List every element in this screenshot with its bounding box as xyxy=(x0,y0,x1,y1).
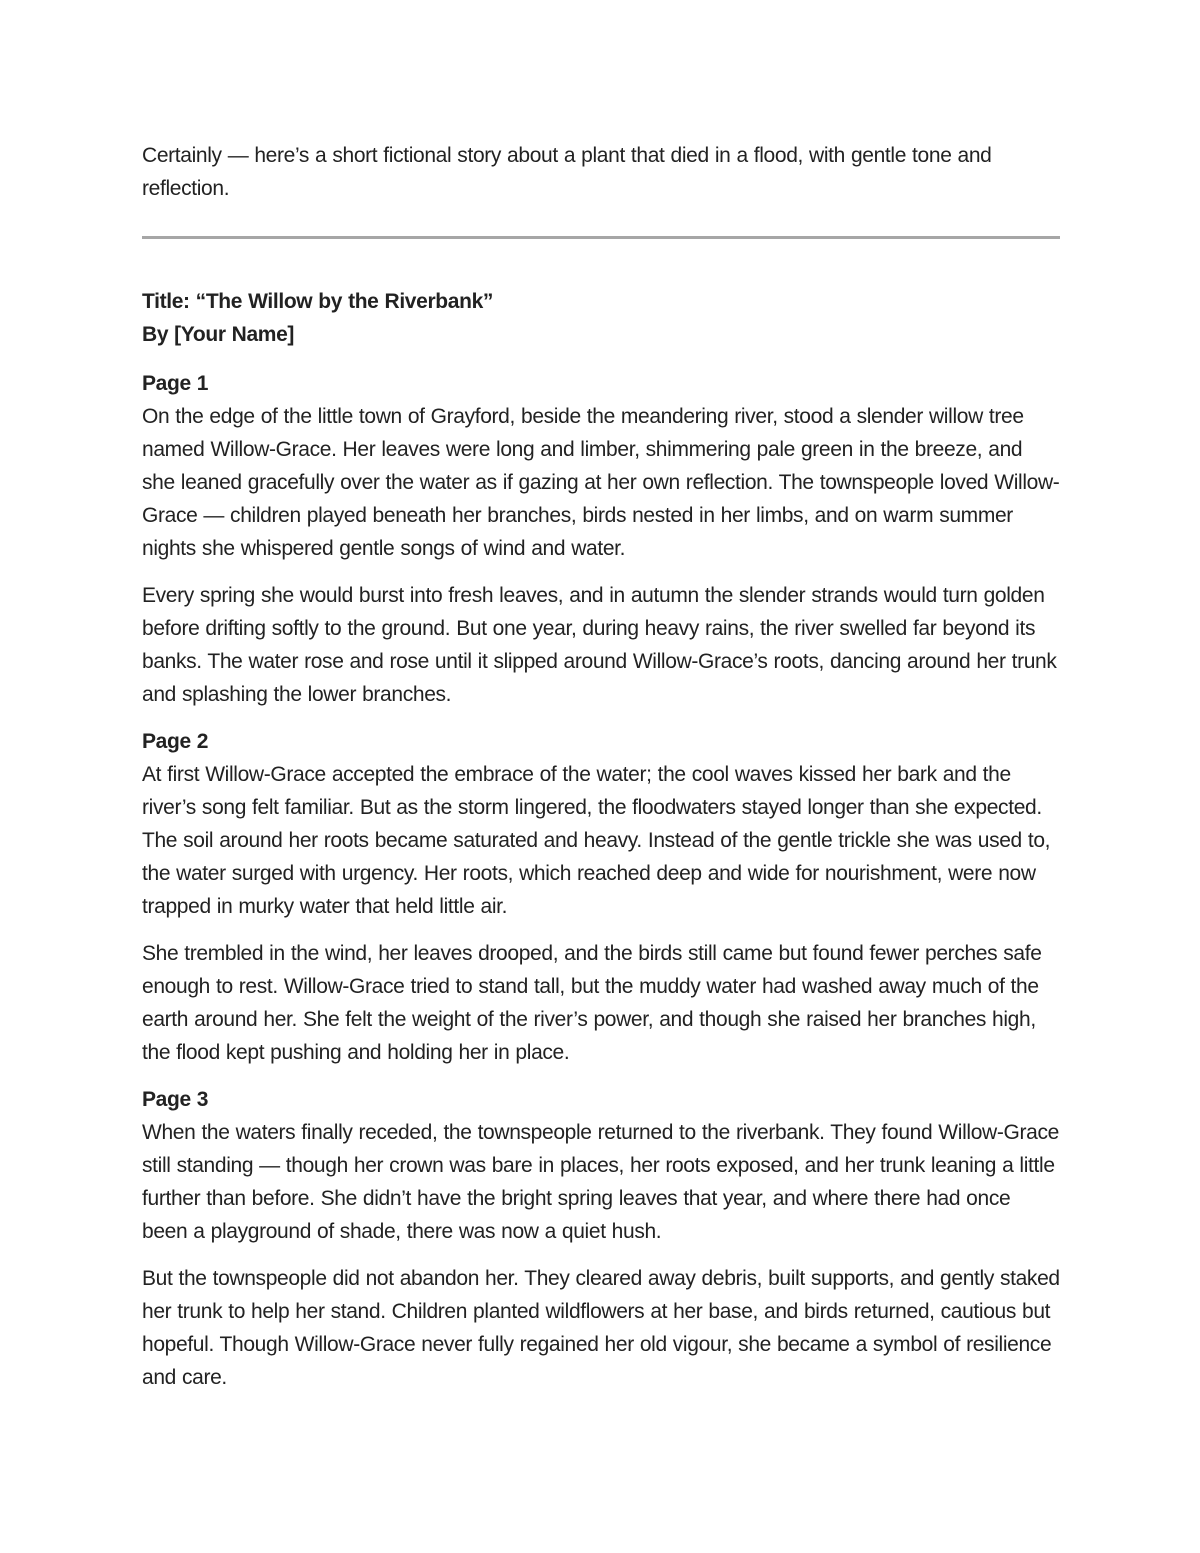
story-paragraph: Every spring she would burst into fresh leaves, and in autumn the slender strands would turn golden before drifting softly to the ground. But one year, during heavy rains, the river swelled far beyond its banks. The water rose and rose until it slipped around Willow-Grace’s roots, dancing around her trunk and splashing the lower branches. xyxy=(142,584,1057,706)
story-page-1 xyxy=(142,367,1060,711)
document-page xyxy=(142,139,1060,1408)
story-paragraph: When the waters finally receded, the townspeople returned to the riverbank. They found Willow-Grace still standing — though her crown was bare in places, her roots exposed, and her trunk leaning a little further than before. She didn’t have the bright spring leaves that year, and where there had once been a playground of shade, there was now a quiet hush. xyxy=(142,1121,1059,1243)
story-paragraph: On the edge of the little town of Grayford, beside the meandering river, stood a slender willow tree named Willow-Grace. Her leaves were long and limber, shimmering pale green in the breeze, and she leaned gracefully over the water as if gazing at her own reflection. The townspeople loved Willow-Grace — children played beneath her branches, birds nested in her limbs, and on warm summer nights she whispered gentle songs of wind and water. xyxy=(142,405,1060,560)
section-heading: Page 2 xyxy=(142,730,209,753)
story-title: Title: “The Willow by the Riverbank” xyxy=(142,290,494,313)
intro-text: Certainly — here’s a short fictional story about a plant that died in a flood, with gentle tone and reflection. xyxy=(142,144,992,200)
section-heading: Page 3 xyxy=(142,1088,209,1111)
story-paragraph: At first Willow-Grace accepted the embrace of the water; the cool waves kissed her bark and the river’s song felt familiar. But as the storm lingered, the floodwaters stayed longer than she expected. The soil around her roots became saturated and heavy. Instead of the gentle trickle she was used to, the water surged with urgency. Her roots, which reached deep and wide for nourishment, were now trapped in murky water that held little air. xyxy=(142,763,1051,918)
story-paragraph: But the townspeople did not abandon her. They cleared away debris, built supports, and gently staked her trunk to help her stand. Children planted wildflowers at her base, and birds returned, cautious but hopeful. Though Willow-Grace never fully regained her old vigour, she became a symbol of resilience and care. xyxy=(142,1267,1060,1389)
section-heading: Page 1 xyxy=(142,372,209,395)
story-paragraph: She trembled in the wind, her leaves drooped, and the birds still came but found fewer perches safe enough to rest. Willow-Grace tried to stand tall, but the muddy water had washed away much of the earth around her. She felt the weight of the river’s power, and though she raised her branches high, the flood kept pushing and holding her in place. xyxy=(142,942,1042,1064)
horizontal-divider xyxy=(142,236,1060,239)
story-page-3 xyxy=(142,1083,1060,1394)
story-byline: By [Your Name] xyxy=(142,323,295,346)
story-page-2 xyxy=(142,725,1060,1069)
